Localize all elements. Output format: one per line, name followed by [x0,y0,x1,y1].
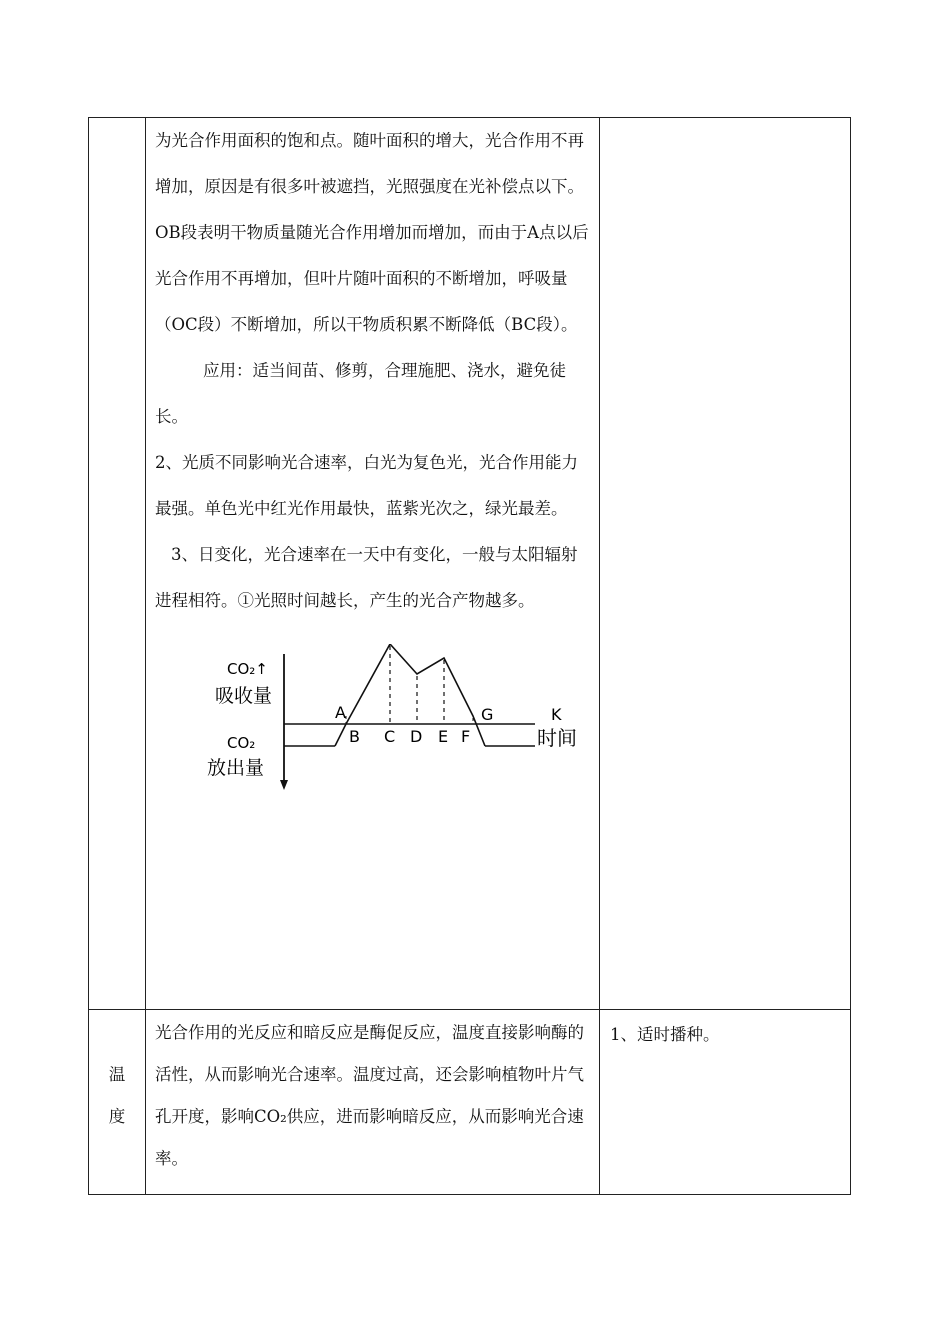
label-time: 时间 [537,726,577,750]
paragraph-daily-change: 3、日变化，光合速率在一天中有变化，一般与太阳辐射进程相符。①光照时间越长，产生的光合产物越多。 [155,545,578,610]
temperature-label-char-1: 温 [108,1065,126,1084]
point-b: B [349,727,360,746]
point-f: F [461,727,471,746]
row2-note-cell [600,1010,851,1195]
label-co2-up: CO₂↑ [227,660,268,678]
row2-label-cell [89,1010,146,1195]
content-table [88,117,851,1195]
y-axis-arrow-down [280,780,288,790]
row1-content [146,118,599,794]
paragraph-leaf-area: 为光合作用面积的饱和点。随叶面积的增大，光合作用不再增加，原因是有很多叶被遮挡，光照强度在光补偿点以下。OB段表明干物质量随光合作用增加而增加，而由于A点以后光合作用不再增加，但叶片随叶面积的不断增加，呼吸量（OC段）不断增加，所以干物质积累不断降低（BC段）。 [155,131,589,334]
label-release: 放出量 [207,757,265,779]
row1-content-cell [146,118,600,1010]
temperature-label-char-2: 度 [108,1107,126,1126]
paragraph-application: 应用：适当间苗、修剪，合理施肥、浇水，避免徒长。 [155,361,566,426]
point-k: K [551,705,562,724]
co2-diagram-svg [195,644,595,794]
point-c: C [384,727,396,746]
label-absorb: 吸收量 [215,685,273,707]
row2-content-cell [146,1010,600,1195]
point-e: E [438,727,449,746]
temperature-application: 1、适时播种。 [610,1025,720,1044]
table-row [89,118,851,1010]
point-a: A [335,703,346,722]
co2-diagram [155,644,589,794]
paragraph-light-quality: 2、光质不同影响光合速率，白光为复色光，光合作用能力最强。单色光中红光作用最快，蓝紫光次之，绿光最差。 [155,453,578,518]
temperature-label [89,1010,145,1138]
row1-label-cell [89,118,146,1010]
point-d: D [410,727,423,746]
label-co2-down: CO₂ [227,734,256,752]
table-row [89,1010,851,1195]
point-g: G [481,705,494,724]
row1-note-cell [600,118,851,1010]
temperature-text: 光合作用的光反应和暗反应是酶促反应，温度直接影响酶的活性，从而影响光合速率。温度过高，还会影响植物叶片气孔开度，影响CO₂供应，进而影响暗反应，从而影响光合速率。 [155,1023,584,1168]
